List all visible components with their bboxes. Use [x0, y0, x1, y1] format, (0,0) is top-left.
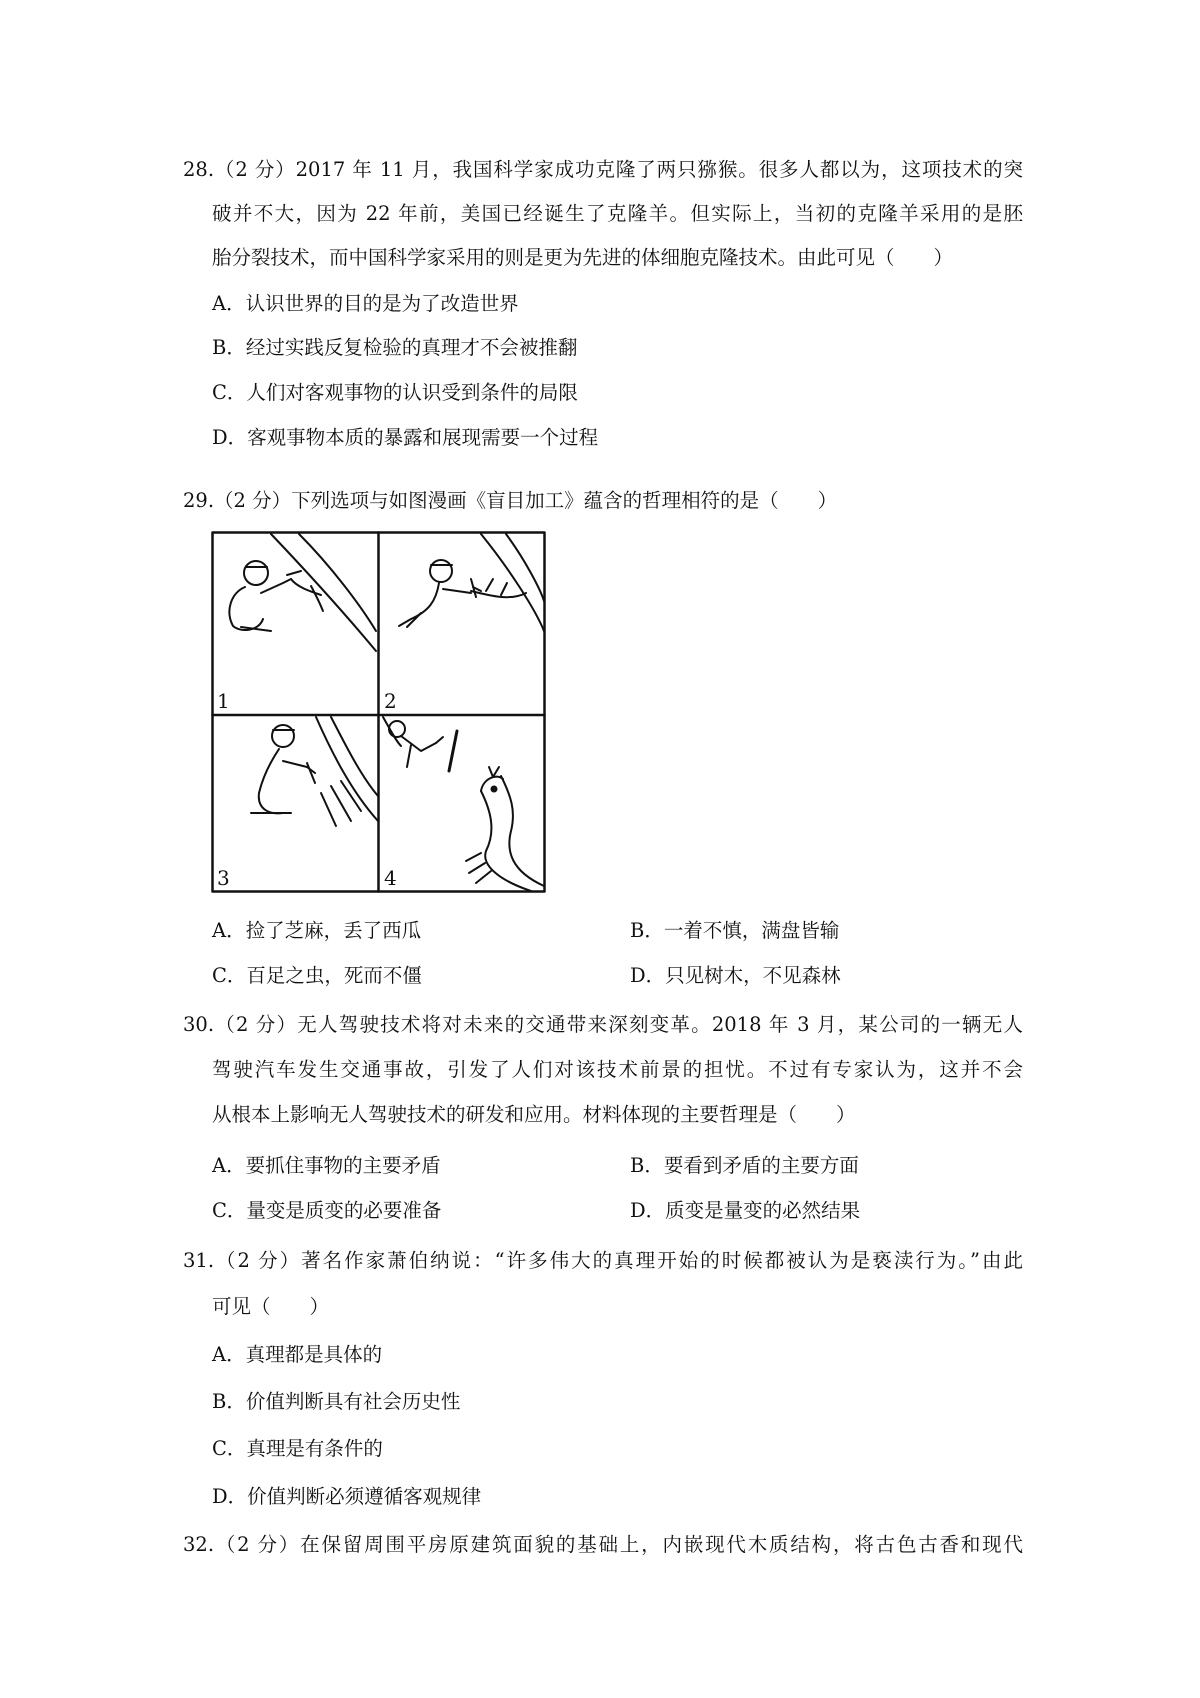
- q31-line-2: 可见（ ）: [212, 1295, 330, 1318]
- q30-option-d: D．质变是量变的必然结果: [630, 1199, 861, 1222]
- q28-line-2: 破并不大，因为 22 年前，美国已经诞生了克隆羊。但实际上，当初的克隆羊采用的是胚: [212, 202, 1023, 225]
- q30-option-c: C．量变是质变的必要准备: [212, 1199, 442, 1222]
- q30-option-a: A．要抓住事物的主要矛盾: [212, 1154, 441, 1177]
- comic-label-4: 4: [384, 866, 397, 890]
- comic-blind-processing: [211, 531, 546, 893]
- comic-panel-1: [229, 534, 376, 651]
- q30-option-b: B．要看到矛盾的主要方面: [630, 1154, 859, 1177]
- q28-option-b: B．经过实践反复检验的真理才不会被推翻: [212, 336, 578, 359]
- comic-panel-2: [399, 534, 544, 631]
- q28-option-d: D．客观事物本质的暴露和展现需要一个过程: [212, 426, 599, 449]
- q29-option-d: D．只见树木，不见森林: [630, 964, 841, 987]
- q31-option-c: C．真理是有条件的: [212, 1437, 383, 1460]
- q32-line-1: 32.（2 分）在保留周围平房原建筑面貌的基础上，内嵌现代木质结构，将古色古香和现代: [183, 1533, 1023, 1556]
- q29-option-b: B．一着不慎，满盘皆输: [630, 919, 840, 942]
- q31-line-1: 31.（2 分）著名作家萧伯纳说：“许多伟大的真理开始的时候都被认为是亵渎行为。”由此: [183, 1249, 1023, 1272]
- q30-line-2: 驾驶汽车发生交通事故，引发了人们对该技术前景的担忧。不过有专家认为，这并不会: [212, 1058, 1023, 1081]
- comic-panel-4: [383, 717, 544, 891]
- q29-option-c: C．百足之虫，死而不僵: [212, 964, 422, 987]
- q28-option-a: A．认识世界的目的是为了改造世界: [212, 292, 519, 315]
- q28-option-c: C．人们对客观事物的认识受到条件的局限: [212, 381, 578, 404]
- q29-option-a: A．捡了芝麻，丢了西瓜: [212, 919, 422, 942]
- q30-line-1: 30.（2 分）无人驾驶技术将对未来的交通带来深刻变革。2018 年 3 月，某公司的一辆无人: [183, 1013, 1023, 1036]
- comic-panel-3: [251, 717, 378, 826]
- q28-line-3: 胎分裂技术，而中国科学家采用的则是更为先进的体细胞克隆技术。由此可见（ ）: [212, 246, 954, 269]
- q31-option-d: D．价值判断必须遵循客观规律: [212, 1485, 482, 1508]
- q31-option-b: B．价值判断具有社会历史性: [212, 1390, 461, 1413]
- q28-line-1: 28.（2 分）2017 年 11 月，我国科学家成功克隆了两只猕猴。很多人都以为，这项技术的突: [183, 158, 1023, 181]
- q29-line-1: 29.（2 分）下列选项与如图漫画《盲目加工》蕴含的哲理相符的是（ ）: [183, 489, 838, 512]
- comic-label-2: 2: [384, 689, 397, 713]
- comic-label-1: 1: [217, 689, 230, 713]
- q31-option-a: A．真理都是具体的: [212, 1343, 383, 1366]
- q30-line-3: 从根本上影响无人驾驶技术的研发和应用。材料体现的主要哲理是（ ）: [212, 1103, 856, 1126]
- comic-label-3: 3: [217, 866, 230, 890]
